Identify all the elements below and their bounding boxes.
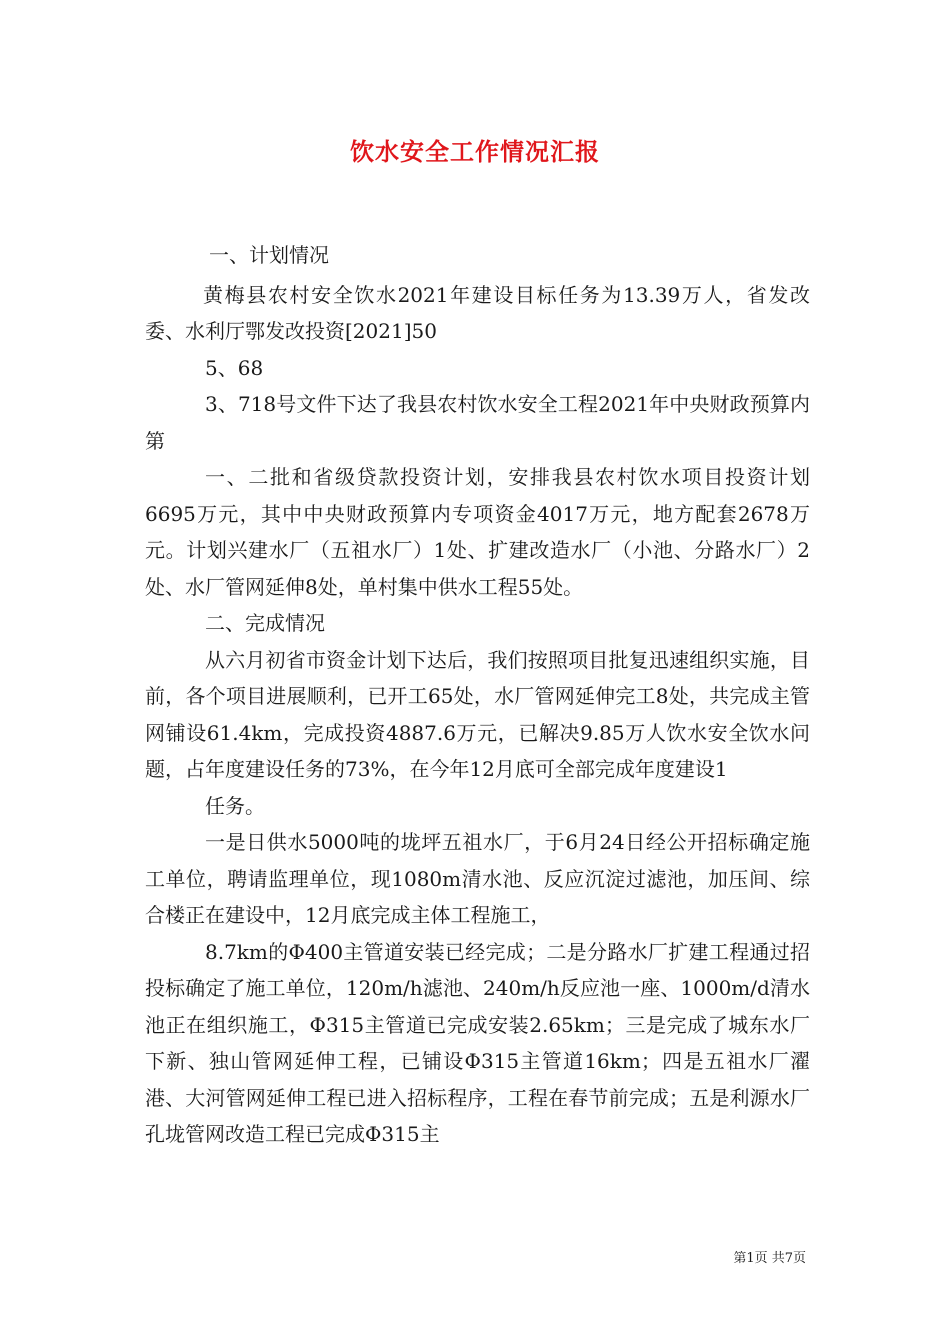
paragraph: 一、二批和省级贷款投资计划，安排我县农村饮水项目投资计划6695万元，其中中央财政预算内专项资金4017万元，地方配套2678万元。计划兴建水厂（五祖水厂）1处、扩建改造水厂（小池、分路水厂）2处、水厂管网延伸8处，单村集中供水工程55处。 — [145, 465, 810, 599]
paragraph: 3、718号文件下达了我县农村饮水安全工程2021年中央财政预算内第 — [145, 392, 810, 453]
paragraph: 从六月初省市资金计划下达后，我们按照项目批复迅速组织实施，目前，各个项目进展顺利，已开工65处，水厂管网延伸完工8处，共完成主管网铺设61.4km，完成投资4887.6万元，已解决9.85万人饮水安全饮水问题，占年度建设任务的73%，在今年12月底可全部完成年度建设1 — [145, 647, 810, 781]
paragraph: 一是日供水5000吨的垅坪五祖水厂，于6月24日经公开招标确定施工单位，聘请监理单位，现1080m清水池、反应沉淀过滤池，加压间、综合楼正在建设中，12月底完成主体工程施工， — [145, 830, 810, 927]
paragraph: 一、计划情况 — [209, 243, 329, 267]
page-number: 第1页 共7页 — [733, 1251, 806, 1266]
paragraph: 任务。 — [205, 793, 265, 818]
document-title: 饮水安全工作情况汇报 — [350, 137, 600, 166]
paragraph: 5、68 — [205, 355, 264, 380]
paragraph: 8.7km的Φ400主管道安装已经完成；二是分路水厂扩建工程通过招投标确定了施工单位，120m/h滤池、240m/h反应池一座、1000m/d清水池正在组织施工，Φ315主管道已完成安装2.65km；三是完成了城东水厂下新、独山管网延伸工程，已铺设Φ315主管道16km；四是五祖水厂濯港、大河管网延伸工程已进入招标程序，工程在春节前完成；五是利源水厂孔垅管网改造工程已完成Φ315主 — [145, 939, 810, 1146]
document-body — [145, 237, 810, 1153]
paragraph: 二、完成情况 — [205, 611, 325, 635]
paragraph: 黄梅县农村安全饮水2021年建设目标任务为13.39万人，省发改委、水利厅鄂发改投资[2021]50 — [145, 282, 810, 343]
